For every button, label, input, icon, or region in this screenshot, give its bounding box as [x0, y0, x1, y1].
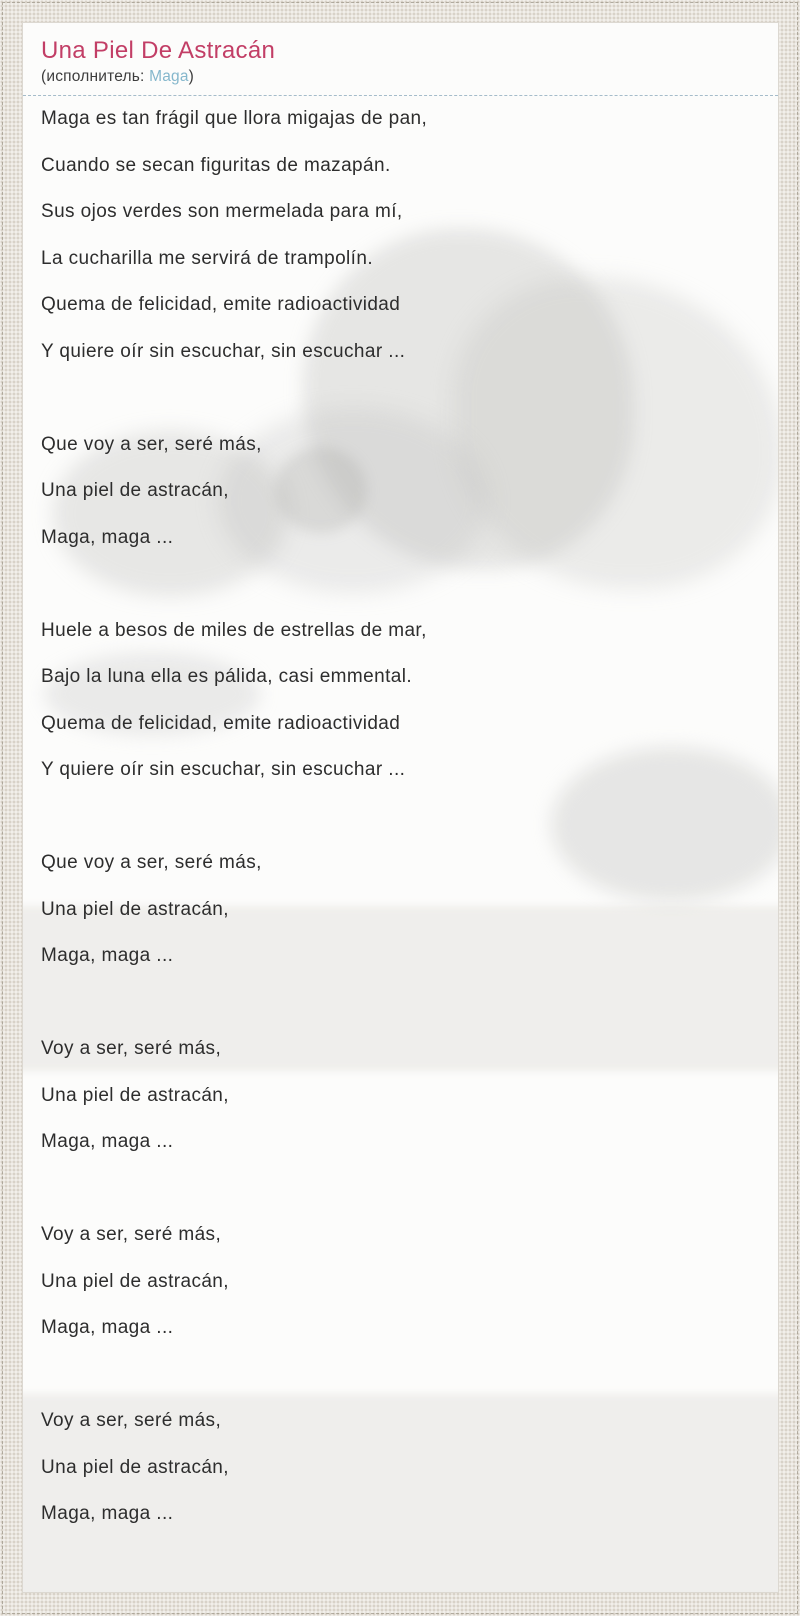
lyrics-content-box	[22, 22, 779, 1593]
lyric-line: Maga, maga ...	[41, 526, 174, 548]
lyric-line: Una piel de astracán,	[41, 1084, 229, 1106]
lyric-line: Voy a ser, seré más,	[41, 1410, 222, 1432]
lyric-line: Voy a ser, seré más,	[41, 1038, 222, 1060]
artist-line	[41, 66, 760, 88]
lyric-line: Que voy a ser, seré más,	[41, 433, 262, 455]
lyric-line: Y quiere oír sin escuchar, sin escuchar ...	[41, 340, 406, 362]
lyric-line: Que voy a ser, seré más,	[41, 852, 262, 874]
lyric-line: Bajo la luna ella es pálida, casi emmental.	[41, 666, 413, 688]
stanza-gap	[41, 1352, 760, 1399]
lyric-line: Quema de felicidad, emite radioactividad	[41, 712, 401, 734]
stanza-gap	[41, 794, 760, 841]
artist-label-suffix: )	[188, 68, 195, 85]
lyric-line: Una piel de astracán,	[41, 1270, 229, 1292]
artist-link[interactable]: Maga	[149, 68, 189, 85]
lyric-line: Maga, maga ...	[41, 945, 174, 967]
stanza-gap	[41, 980, 760, 1027]
stanza-gap	[41, 375, 760, 422]
lyrics	[23, 96, 778, 1538]
lyric-line: Cuando se secan figuritas de mazapán.	[41, 154, 391, 176]
stanza-gap	[41, 1166, 760, 1213]
lyric-line: Maga, maga ...	[41, 1317, 174, 1339]
lyric-line: Maga, maga ...	[41, 1503, 174, 1525]
artist-label-prefix: (исполнитель:	[41, 68, 150, 85]
lyric-line: Quema de felicidad, emite radioactividad	[41, 294, 401, 316]
lyric-line: Sus ojos verdes son mermelada para mí,	[41, 201, 403, 223]
lyric-line: Voy a ser, seré más,	[41, 1224, 222, 1246]
lyric-line: Y quiere oír sin escuchar, sin escuchar ...	[41, 759, 406, 781]
stanza-gap	[41, 561, 760, 608]
lyric-line: La cucharilla me servirá de trampolín.	[41, 247, 374, 269]
lyric-line: Una piel de astracán,	[41, 480, 229, 502]
lyric-line: Huele a besos de miles de estrellas de mar,	[41, 619, 427, 641]
lyric-line: Una piel de astracán,	[41, 1456, 229, 1478]
song-header	[23, 23, 778, 96]
lyric-line: Maga, maga ...	[41, 1131, 174, 1153]
lyric-line: Una piel de astracán,	[41, 898, 229, 920]
page-title: Una Piel De Astracán	[41, 37, 276, 64]
lyric-line: Maga es tan frágil que llora migajas de pan,	[41, 108, 428, 130]
